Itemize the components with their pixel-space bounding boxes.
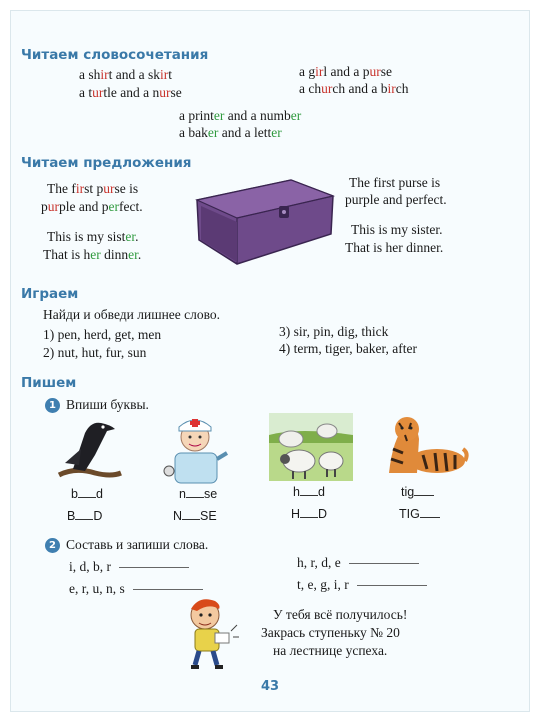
odd-word-item-4: 4) term, tiger, baker, after: [279, 341, 417, 356]
gap-word-herd-upper: H D: [291, 507, 328, 521]
heading-play: Играем: [21, 286, 79, 302]
phrase-church-birch: a church and a birch: [299, 81, 409, 96]
scramble-item-1: i, d, b, r: [69, 559, 189, 575]
tiger-picture: [383, 413, 469, 479]
phrase-girl-purse: a girl and a purse: [299, 64, 392, 79]
phrase-turtle-nurse: a turtle and a nurse: [79, 85, 182, 100]
blank-line[interactable]: [75, 519, 93, 520]
blank-line[interactable]: [78, 497, 96, 498]
answer-line[interactable]: [349, 563, 419, 564]
sheep-picture: [269, 413, 353, 481]
heading-read-sentences: Читаем предложения: [21, 155, 192, 171]
heading-write: Пишем: [21, 375, 77, 391]
blank-line[interactable]: [414, 495, 434, 496]
scramble-item-2: e, r, u, n, s: [69, 581, 203, 597]
phrase-baker-letter: a baker and a letter: [179, 125, 282, 140]
sentence-purple-perfect-colored: purple and perfect.: [41, 199, 143, 214]
odd-word-item-2: 2) nut, hut, fur, sun: [43, 345, 147, 360]
task-instruction-odd-word: Найди и обведи лишнее слово.: [43, 307, 221, 322]
gap-word-nurse: n se: [179, 487, 218, 501]
heading-read-phrases: Читаем словосочетания: [21, 47, 209, 63]
crow-picture: [55, 415, 125, 483]
sentence-my-sister-colored: This is my sister.: [47, 229, 139, 244]
show-through-text: [393, 39, 523, 299]
blank-line[interactable]: [186, 497, 204, 498]
task2-number-badge: 2: [45, 538, 60, 553]
odd-word-item-1: 1) pen, herd, get, men: [43, 327, 162, 342]
gap-word-bird: b d: [71, 487, 103, 501]
phrase-shirt-skirt: a shirt and a skirt: [79, 67, 173, 82]
scramble-item-3: h, r, d, e: [297, 555, 419, 571]
sentence-her-dinner-colored: That is her dinner.: [43, 247, 142, 262]
task2-text: Составь и запиши слова.: [66, 537, 209, 552]
sentence-my-sister: This is my sister.: [351, 222, 443, 237]
gap-word-tiger-upper: TIG: [399, 507, 440, 521]
gap-word-nurse-upper: N SE: [173, 509, 217, 523]
gap-word-bird-upper: B D: [67, 509, 103, 523]
gap-word-tiger: tig: [401, 485, 434, 499]
scramble-item-4: t, e, g, i, r: [297, 577, 427, 593]
gap-word-herd: h d: [293, 485, 325, 499]
sentence-first-purse: The first purse is: [349, 175, 441, 190]
purse-picture: [191, 176, 339, 268]
praise-line-1: У тебя всё получилось!: [273, 607, 408, 622]
textbook-page: [10, 10, 530, 712]
task1-text: Впиши буквы.: [66, 397, 149, 412]
page-number: 43: [260, 679, 280, 694]
answer-line[interactable]: [357, 585, 427, 586]
boy-picture: [179, 595, 241, 669]
answer-line[interactable]: [133, 589, 203, 590]
sentence-first-purse-colored: The first purse is: [47, 181, 139, 196]
phrase-printer-number: a printer and a number: [179, 108, 302, 123]
task2-instruction: [45, 537, 208, 553]
answer-line[interactable]: [119, 567, 189, 568]
sentence-purple-perfect: purple and perfect.: [345, 192, 447, 207]
nurse-picture: [161, 413, 231, 485]
praise-line-3: на лестнице успеха.: [273, 643, 388, 658]
blank-line[interactable]: [300, 495, 318, 496]
task1-number-badge: 1: [45, 398, 60, 413]
blank-line[interactable]: [182, 519, 200, 520]
odd-word-item-3: 3) sir, pin, dig, thick: [279, 324, 389, 339]
praise-line-2: Закрась ступеньку № 20: [261, 625, 400, 640]
blank-line[interactable]: [420, 517, 440, 518]
task1-instruction: [45, 397, 149, 413]
blank-line[interactable]: [300, 517, 318, 518]
sentence-her-dinner: That is her dinner.: [345, 240, 444, 255]
